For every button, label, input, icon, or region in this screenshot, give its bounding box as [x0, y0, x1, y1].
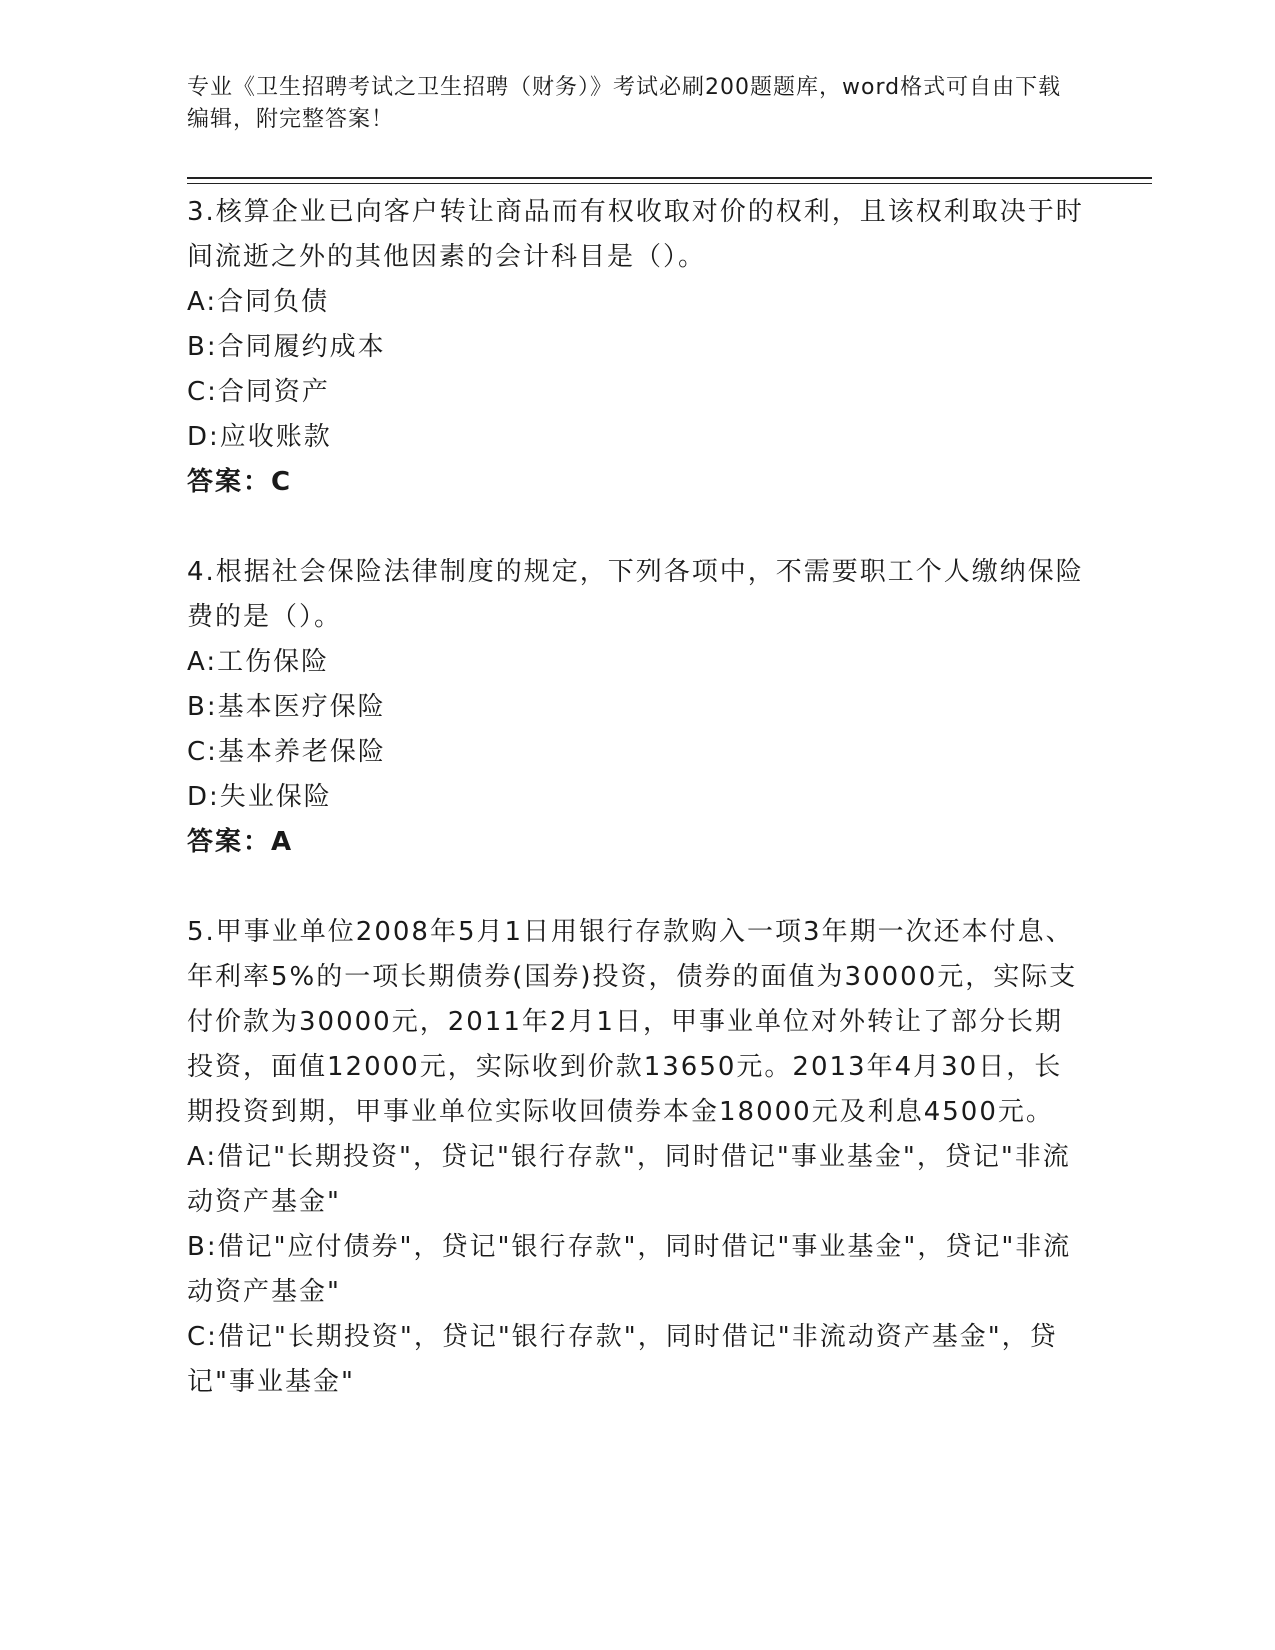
option-d: D:失业保险 — [187, 782, 332, 812]
option-a: A:合同负债 — [187, 287, 330, 317]
option-a: A:借记"长期投资"，贷记"银行存款"，同时借记"事业基金"，贷记"非流动资产基金" — [187, 1142, 1071, 1217]
option-a: A:工伤保险 — [187, 647, 330, 677]
question-4 — [187, 550, 1087, 865]
question-5 — [187, 910, 1087, 1405]
option-b: B:借记"应付债券"，贷记"银行存款"，同时借记"事业基金"，贷记"非流动资产基金" — [187, 1232, 1072, 1307]
option-c: C:合同资产 — [187, 377, 330, 407]
document-header: 专业《卫生招聘考试之卫生招聘（财务）》考试必刷200题题库，word格式可自由下载编辑，附完整答案！ — [187, 75, 1062, 132]
answer: 答案：C — [187, 467, 293, 497]
header-divider-thin — [187, 183, 1152, 184]
question-stem: 5.甲事业单位2008年5月1日用银行存款购入一项3年期一次还本付息、年利率5%的一项长期债券(国券)投资，债券的面值为30000元，实际支付价款为30000元，2011年2月1日，甲事业单位对外转让了部分长期投资，面值12000元，实际收到价款13650元。2013年4月30日，长期投资到期，甲事业单位实际收回债券本金18000元及利息4500元。 — [187, 917, 1078, 1127]
option-b: B:合同履约成本 — [187, 332, 386, 362]
answer: 答案：A — [187, 827, 294, 857]
header-divider-thick — [187, 177, 1152, 179]
question-stem: 4.根据社会保险法律制度的规定，下列各项中，不需要职工个人缴纳保险费的是（）。 — [187, 557, 1084, 632]
option-b: B:基本医疗保险 — [187, 692, 386, 722]
question-stem: 3.核算企业已向客户转让商品而有权收取对价的权利，且该权利取决于时间流逝之外的其他因素的会计科目是（）。 — [187, 197, 1084, 272]
option-c: C:借记"长期投资"，贷记"银行存款"，同时借记"非流动资产基金"，贷记"事业基金" — [187, 1322, 1058, 1397]
option-c: C:基本养老保险 — [187, 737, 386, 767]
option-d: D:应收账款 — [187, 422, 332, 452]
question-3 — [187, 190, 1087, 505]
question-list — [187, 190, 1087, 1405]
